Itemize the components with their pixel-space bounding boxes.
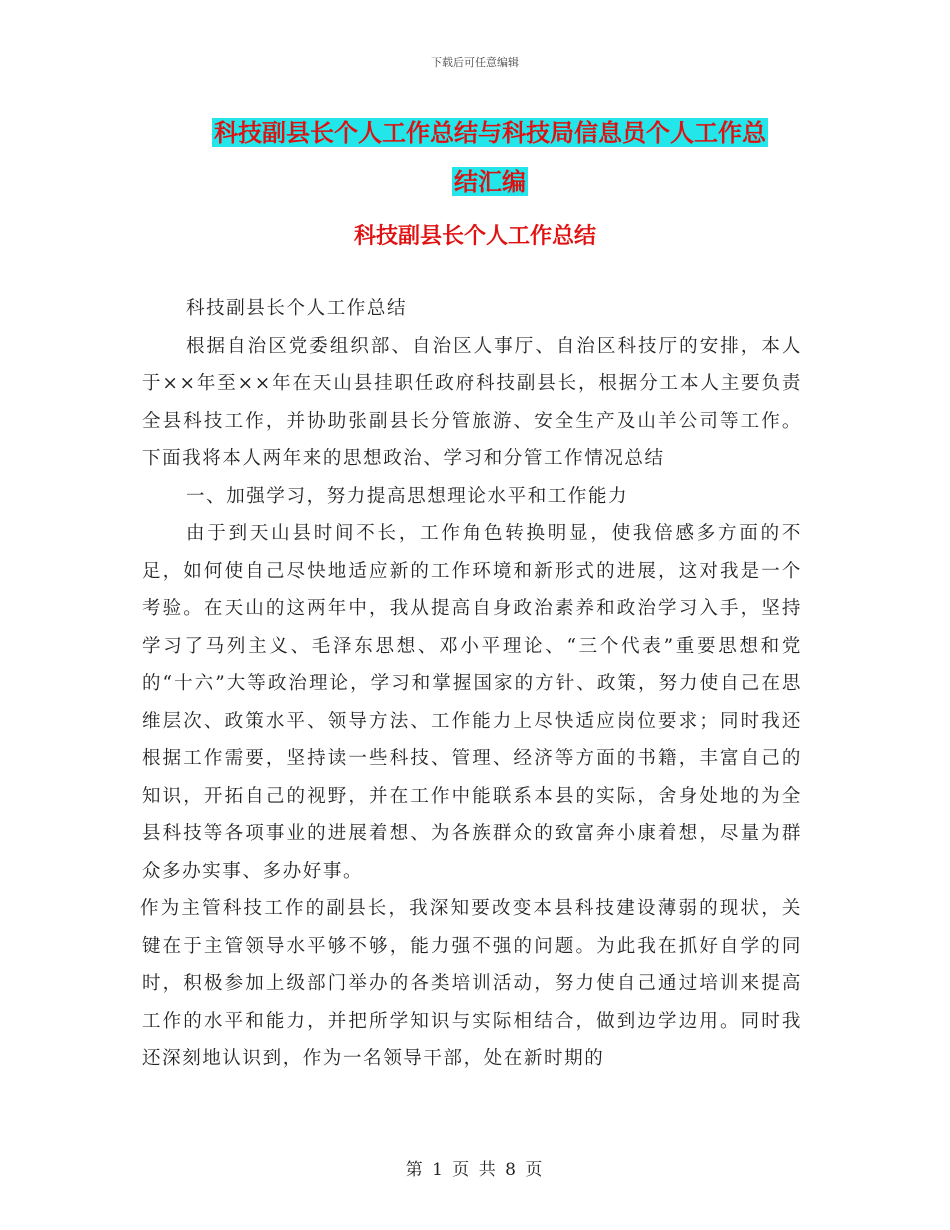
document-title — [140, 108, 840, 206]
paragraph: 一、加强学习，努力提高思想理论水平和工作能力 — [186, 485, 629, 507]
paragraph: 根据自治区党委组织部、自治区人事厅、自治区科技厅的安排，本人于××年至××年在天山县挂职任政府科技副县长，根据分工本人主要负责全县科技工作，并协助张副县长分管旅游、安全生产及山羊公司等工作。下面我将本人两年来的思想政治、学习和分管工作情况总结 — [142, 335, 802, 469]
page-number: 第 1 页 共 8 页 — [405, 1160, 545, 1180]
section-title: 科技副县长个人工作总结 — [353, 223, 596, 249]
title-line-2: 结汇编 — [454, 167, 526, 196]
title-line-1: 科技副县长个人工作总结与科技局信息员个人工作总 — [214, 118, 766, 147]
body-text — [142, 290, 802, 1078]
paragraph: 科技副县长个人工作总结 — [186, 298, 408, 319]
header-note: 下载后可任意编辑 — [431, 56, 519, 69]
paragraph: 作为主管科技工作的副县长，我深知要改变本县科技建设薄弱的现状，关键在于主管领导水平够不够，能力强不强的问题。为此我在抓好自学的同时，积极参加上级部门举办的各类培训活动，努力使自己通过培训来提高工作的水平和能力，并把所学知识与实际相结合，做到边学边用。同时我还深刻地认识到，作为一名领导干部，处在新时期的 — [140, 898, 802, 1069]
paragraph: 由于到天山县时间不长，工作角色转换明显，使我倍感多方面的不足，如何使自己尽快地适应新的工作环境和新形式的进展，这对我是一个考验。在天山的这两年中，我从提高自身政治素养和政治学习入手，坚持学习了马列主义、毛泽东思想、邓小平理论、“三个代表”重要思想和党的“十六”大等政治理论，学习和掌握国家的方针、政策，努力使自己在思维层次、政策水平、领导方法、工作能力上尽快适应岗位要求；同时我还根据工作需要，坚持读一些科技、管理、经济等方面的书籍，丰富自己的知识，开拓自己的视野，并在工作中能联系本县的实际，舍身处地的为全县科技等各项事业的进展着想、为各族群众的致富奔小康着想，尽量为群众多办实事、多办好事。 — [142, 523, 802, 882]
